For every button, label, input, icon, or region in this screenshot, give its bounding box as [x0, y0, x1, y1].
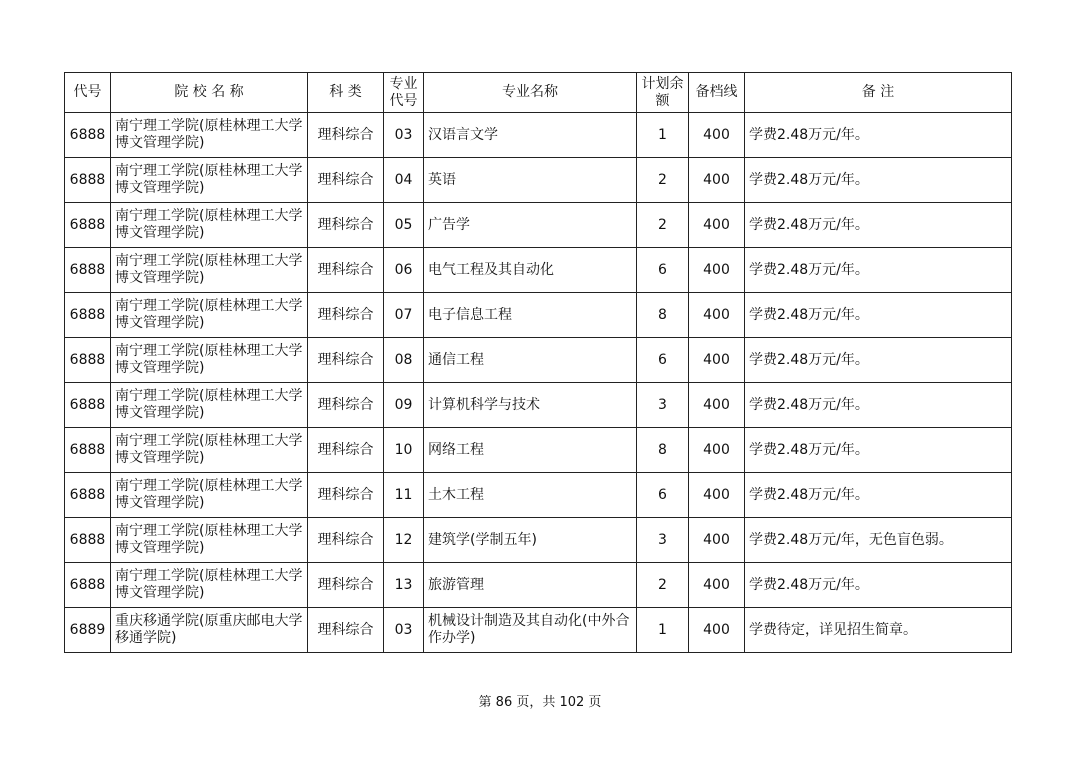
- cell-major-name: 建筑学(学制五年): [424, 518, 637, 563]
- cell-plan: 2: [637, 203, 689, 248]
- cell-category: 理科综合: [308, 158, 384, 203]
- cell-plan: 2: [637, 563, 689, 608]
- cell-code: 6888: [65, 473, 111, 518]
- cell-line: 400: [689, 608, 745, 653]
- cell-category: 理科综合: [308, 293, 384, 338]
- cell-plan: 3: [637, 518, 689, 563]
- cell-line: 400: [689, 203, 745, 248]
- cell-school: 南宁理工学院(原桂林理工大学博文管理学院): [111, 428, 308, 473]
- cell-major-name: 汉语言文学: [424, 113, 637, 158]
- cell-school: 南宁理工学院(原桂林理工大学博文管理学院): [111, 158, 308, 203]
- table-row: [65, 383, 1012, 428]
- table-row: [65, 158, 1012, 203]
- cell-school: 南宁理工学院(原桂林理工大学博文管理学院): [111, 518, 308, 563]
- cell-category: 理科综合: [308, 518, 384, 563]
- cell-plan: 6: [637, 248, 689, 293]
- cell-category: 理科综合: [308, 383, 384, 428]
- cell-code: 6888: [65, 383, 111, 428]
- cell-plan: 3: [637, 383, 689, 428]
- cell-major-code: 04: [384, 158, 424, 203]
- cell-note: 学费2.48万元/年。: [745, 563, 1012, 608]
- cell-category: 理科综合: [308, 608, 384, 653]
- cell-line: 400: [689, 383, 745, 428]
- cell-major-code: 11: [384, 473, 424, 518]
- admissions-table: [64, 72, 1012, 653]
- cell-plan: 8: [637, 428, 689, 473]
- table-row: [65, 563, 1012, 608]
- cell-major-code: 03: [384, 113, 424, 158]
- table-row: [65, 293, 1012, 338]
- cell-code: 6889: [65, 608, 111, 653]
- header-code: 代号: [65, 73, 111, 113]
- cell-line: 400: [689, 293, 745, 338]
- cell-note: 学费2.48万元/年，无色盲色弱。: [745, 518, 1012, 563]
- cell-major-name: 广告学: [424, 203, 637, 248]
- page-footer: 第 86 页，共 102 页: [478, 695, 602, 710]
- cell-major-code: 08: [384, 338, 424, 383]
- cell-school: 南宁理工学院(原桂林理工大学博文管理学院): [111, 113, 308, 158]
- cell-major-name: 电气工程及其自动化: [424, 248, 637, 293]
- cell-category: 理科综合: [308, 338, 384, 383]
- header-school: 院 校 名 称: [111, 73, 308, 113]
- cell-major-name: 机械设计制造及其自动化(中外合作办学): [424, 608, 637, 653]
- cell-plan: 6: [637, 473, 689, 518]
- cell-plan: 2: [637, 158, 689, 203]
- cell-plan: 8: [637, 293, 689, 338]
- cell-major-name: 英语: [424, 158, 637, 203]
- cell-code: 6888: [65, 563, 111, 608]
- cell-line: 400: [689, 158, 745, 203]
- cell-line: 400: [689, 563, 745, 608]
- cell-note: 学费2.48万元/年。: [745, 293, 1012, 338]
- cell-school: 南宁理工学院(原桂林理工大学博文管理学院): [111, 248, 308, 293]
- cell-category: 理科综合: [308, 113, 384, 158]
- table-row: [65, 113, 1012, 158]
- cell-code: 6888: [65, 113, 111, 158]
- table-row: [65, 428, 1012, 473]
- cell-major-name: 旅游管理: [424, 563, 637, 608]
- cell-line: 400: [689, 518, 745, 563]
- cell-line: 400: [689, 113, 745, 158]
- header-major-code: 专业代号: [384, 73, 424, 113]
- cell-school: 南宁理工学院(原桂林理工大学博文管理学院): [111, 293, 308, 338]
- table-row: [65, 473, 1012, 518]
- cell-code: 6888: [65, 338, 111, 383]
- cell-major-name: 计算机科学与技术: [424, 383, 637, 428]
- cell-school: 南宁理工学院(原桂林理工大学博文管理学院): [111, 563, 308, 608]
- cell-code: 6888: [65, 293, 111, 338]
- cell-school: 南宁理工学院(原桂林理工大学博文管理学院): [111, 203, 308, 248]
- cell-major-name: 电子信息工程: [424, 293, 637, 338]
- cell-code: 6888: [65, 248, 111, 293]
- cell-line: 400: [689, 473, 745, 518]
- cell-major-code: 05: [384, 203, 424, 248]
- header-line: 备档线: [689, 73, 745, 113]
- cell-note: 学费2.48万元/年。: [745, 428, 1012, 473]
- cell-note: 学费2.48万元/年。: [745, 338, 1012, 383]
- cell-school: 南宁理工学院(原桂林理工大学博文管理学院): [111, 473, 308, 518]
- cell-category: 理科综合: [308, 428, 384, 473]
- cell-category: 理科综合: [308, 203, 384, 248]
- table-row: [65, 248, 1012, 293]
- cell-line: 400: [689, 338, 745, 383]
- cell-school: 南宁理工学院(原桂林理工大学博文管理学院): [111, 383, 308, 428]
- cell-major-code: 12: [384, 518, 424, 563]
- cell-major-code: 10: [384, 428, 424, 473]
- cell-code: 6888: [65, 428, 111, 473]
- cell-plan: 6: [637, 338, 689, 383]
- header-note: 备 注: [745, 73, 1012, 113]
- header-category: 科 类: [308, 73, 384, 113]
- cell-line: 400: [689, 428, 745, 473]
- table-header-row: [65, 73, 1012, 113]
- cell-major-code: 07: [384, 293, 424, 338]
- table-row: [65, 518, 1012, 563]
- cell-note: 学费2.48万元/年。: [745, 203, 1012, 248]
- cell-major-name: 通信工程: [424, 338, 637, 383]
- cell-note: 学费待定，详见招生简章。: [745, 608, 1012, 653]
- cell-code: 6888: [65, 158, 111, 203]
- cell-note: 学费2.48万元/年。: [745, 248, 1012, 293]
- cell-code: 6888: [65, 518, 111, 563]
- cell-plan: 1: [637, 113, 689, 158]
- cell-note: 学费2.48万元/年。: [745, 383, 1012, 428]
- cell-category: 理科综合: [308, 473, 384, 518]
- cell-note: 学费2.48万元/年。: [745, 473, 1012, 518]
- cell-major-code: 13: [384, 563, 424, 608]
- cell-school: 重庆移通学院(原重庆邮电大学移通学院): [111, 608, 308, 653]
- cell-code: 6888: [65, 203, 111, 248]
- cell-note: 学费2.48万元/年。: [745, 113, 1012, 158]
- cell-category: 理科综合: [308, 248, 384, 293]
- cell-category: 理科综合: [308, 563, 384, 608]
- table-row: [65, 338, 1012, 383]
- cell-major-name: 土木工程: [424, 473, 637, 518]
- header-major-name: 专业名称: [424, 73, 637, 113]
- cell-major-name: 网络工程: [424, 428, 637, 473]
- cell-school: 南宁理工学院(原桂林理工大学博文管理学院): [111, 338, 308, 383]
- table-row: [65, 608, 1012, 653]
- cell-line: 400: [689, 248, 745, 293]
- cell-major-code: 03: [384, 608, 424, 653]
- cell-major-code: 06: [384, 248, 424, 293]
- table-row: [65, 203, 1012, 248]
- cell-plan: 1: [637, 608, 689, 653]
- cell-major-code: 09: [384, 383, 424, 428]
- header-plan: 计划余额: [637, 73, 689, 113]
- cell-note: 学费2.48万元/年。: [745, 158, 1012, 203]
